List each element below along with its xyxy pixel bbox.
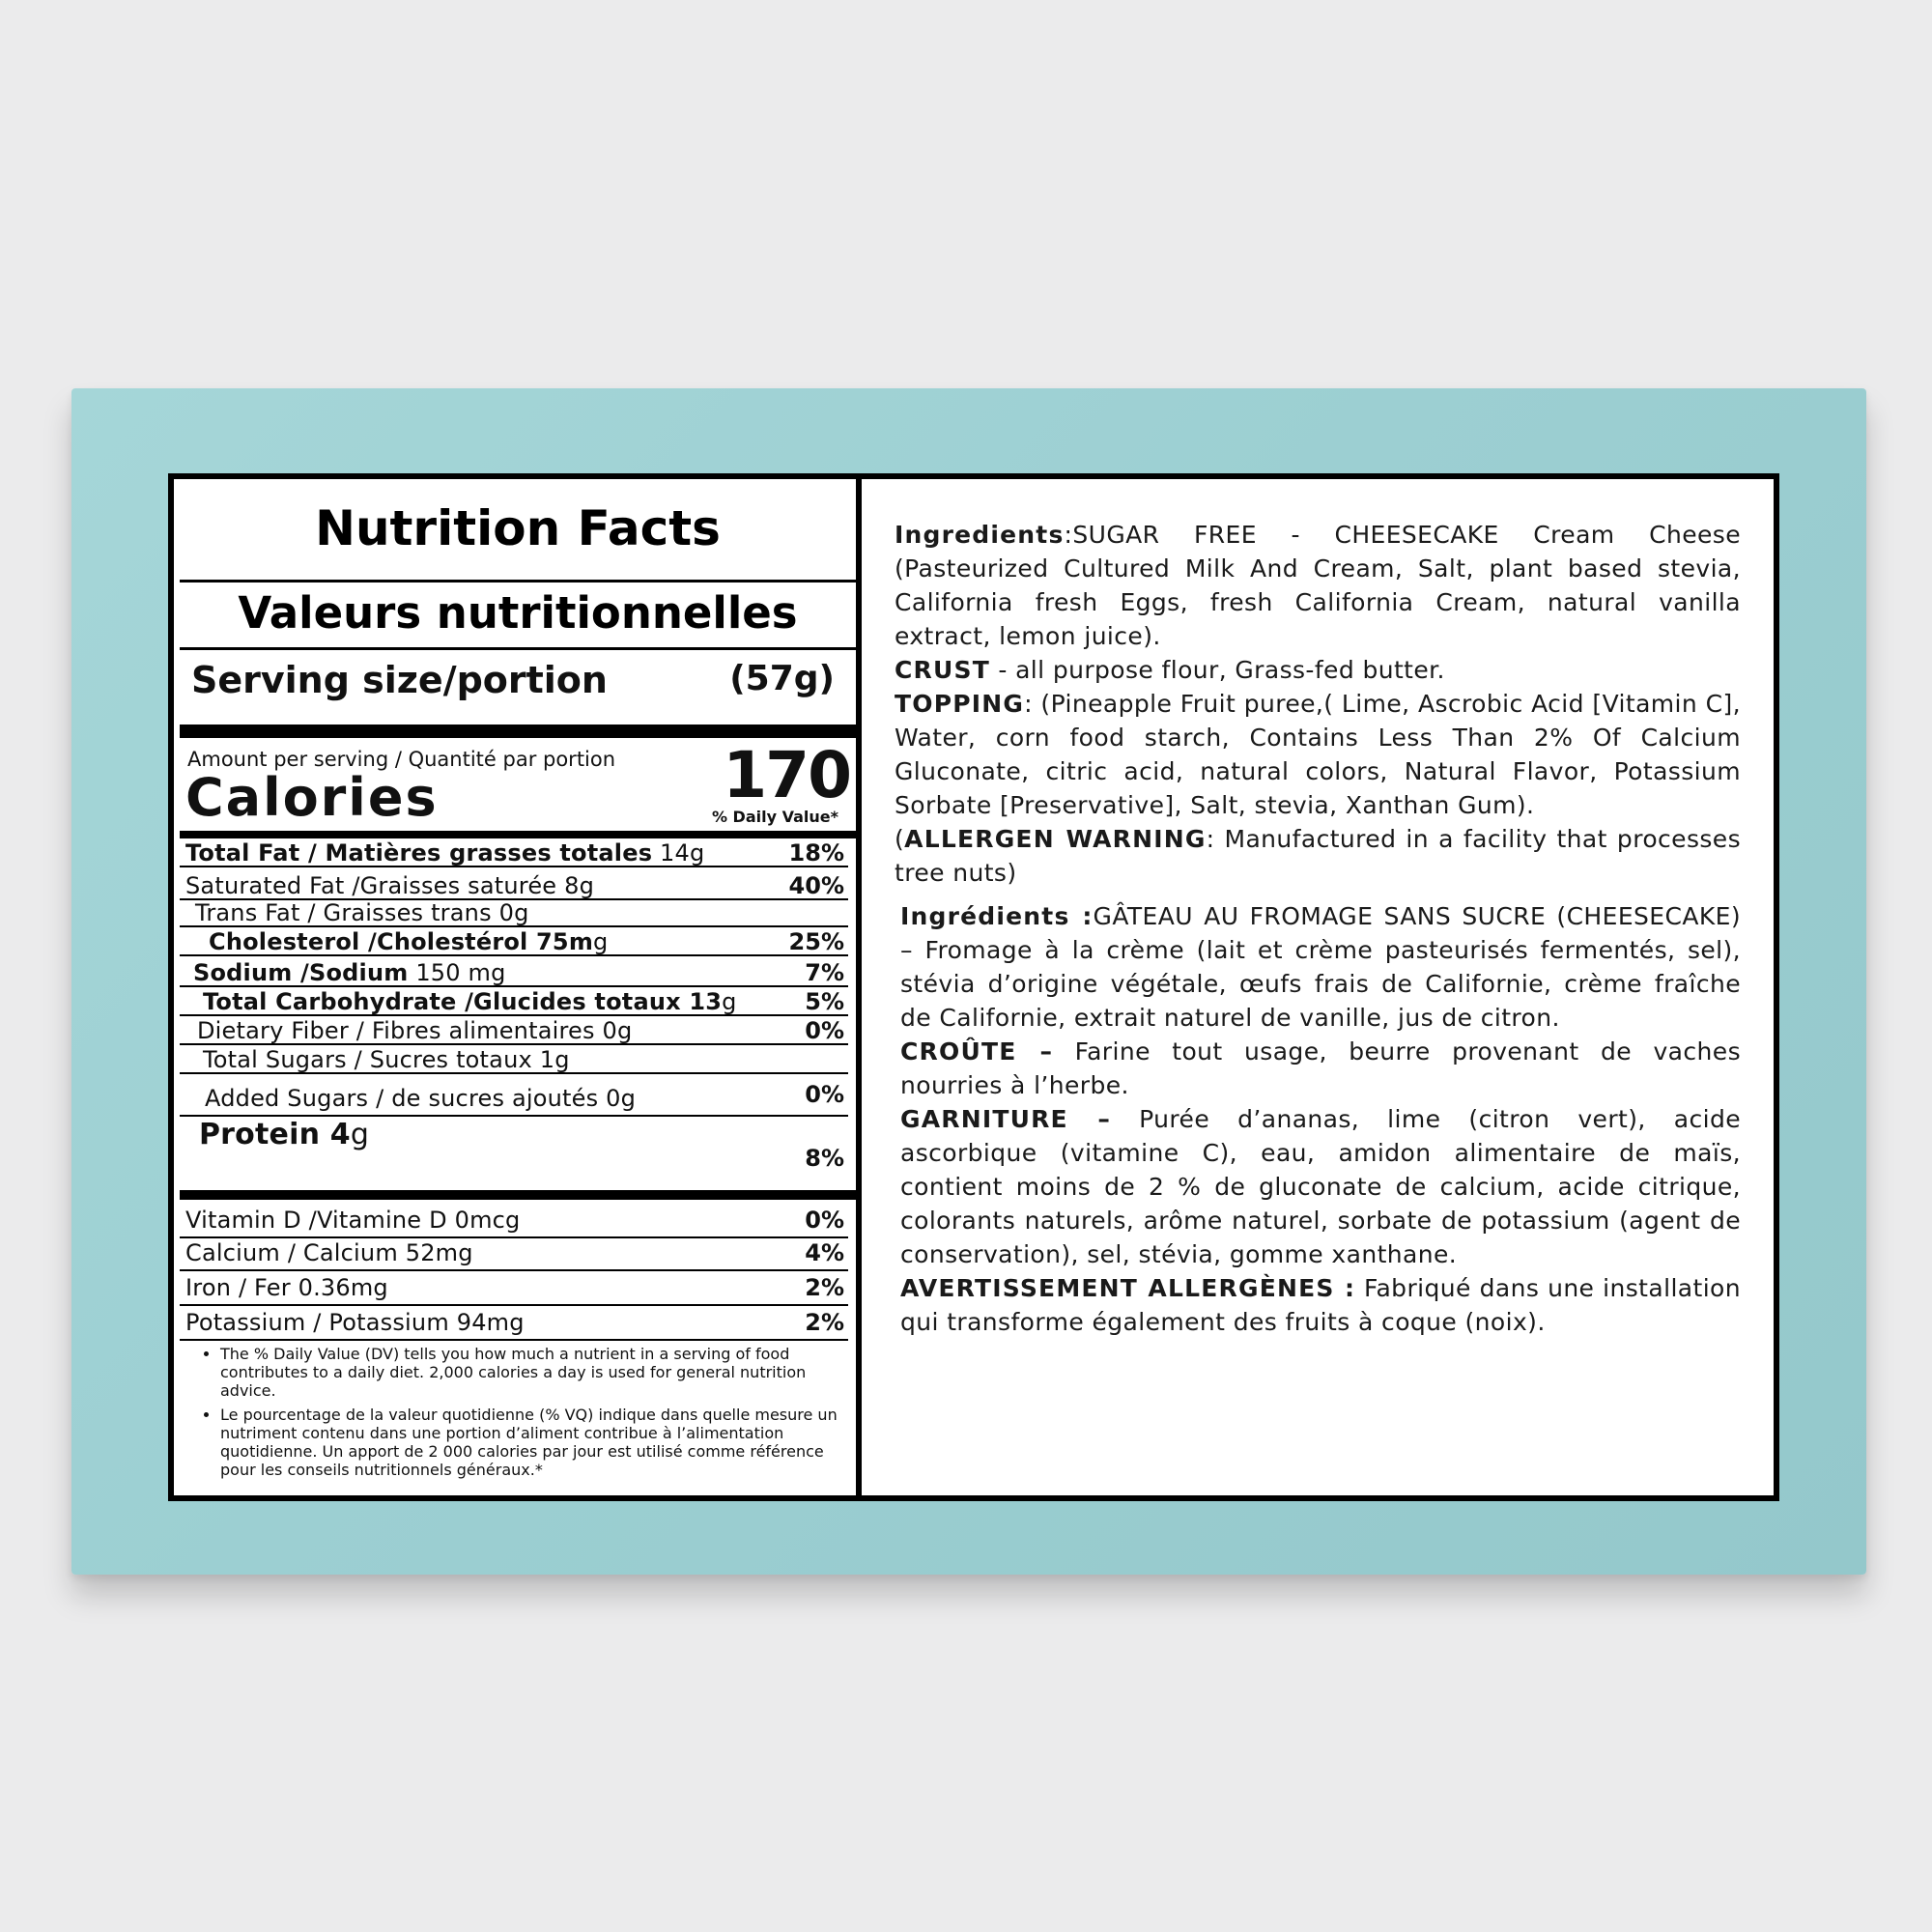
nutrition-title-fr: Valeurs nutritionnelles (238, 587, 798, 639)
nutrient-row (180, 838, 848, 867)
crust-en: CRUST - all purpose flour, Grass-fed butter. (895, 656, 1445, 684)
nutrient-daily-value: 7% (805, 959, 844, 986)
vitamin-daily-value: 0% (805, 1207, 844, 1234)
nutrient-name: Sodium /Sodium 150 mg (193, 959, 506, 986)
vitamin-name: Vitamin D /Vitamine D 0mcg (185, 1207, 521, 1234)
ingredients-fr: Ingrédients :GÂTEAU AU FROMAGE SANS SUCRE (CHEESECAKE) – Fromage à la crème (lait et crème pasteurisés fermentés, sel), stévia d’origine végétale, œufs frais de Californie, crème fraîche de Californie, extrait naturel de vanille, jus de citron. (900, 902, 1741, 1032)
calories-label: Calories (185, 767, 439, 828)
nutrient-row (180, 987, 848, 1016)
nutrient-daily-value: 8% (805, 1145, 844, 1172)
nutrient-row (180, 1045, 848, 1074)
nutrient-row (180, 1016, 848, 1045)
allergen-fr: AVERTISSEMENT ALLERGÈNES : Fabriqué dans une installation qui transforme également des fruits à coque (noix). (900, 1274, 1741, 1336)
vitamin-row (180, 1238, 848, 1271)
nutrient-daily-value: 25% (788, 928, 844, 955)
thick-divider (180, 1190, 856, 1200)
nutrient-row (180, 1078, 848, 1117)
vitamin-daily-value: 2% (805, 1309, 844, 1336)
footnote-en: • The % Daily Value (DV) tells you how much a nutrient in a serving of food contributes to a daily diet. 2,000 calories a day is used for general nutrition advice. (220, 1345, 840, 1400)
nutrition-facts-panel (174, 479, 862, 1495)
nutrient-name: Dietary Fiber / Fibres alimentaires 0g (197, 1017, 633, 1044)
topping-en: TOPPING: (Pineapple Fruit puree,( Lime, Ascrobic Acid [Vitamin C], Water, corn food starch, Contains Less Than 2% Of Calcium Gluconate, citric acid, natural colors, Natural Flavor, Potassium Sorbate [Preservative], Salt, stevia, Xanthan Gum). (895, 690, 1741, 819)
divider (180, 647, 856, 650)
vitamin-name: Calcium / Calcium 52mg (185, 1239, 473, 1266)
nutrient-row (180, 871, 848, 900)
nutrient-row (180, 1119, 848, 1180)
nutrient-name: Added Sugars / de sucres ajoutés 0g (205, 1085, 637, 1112)
serving-size-value: (57g) (729, 659, 835, 698)
nutrient-name: Cholesterol /Cholestérol 75mg (209, 928, 609, 955)
nutrient-row (180, 927, 848, 956)
nutrient-name: Total Carbohydrate /Glucides totaux 13g (203, 988, 737, 1015)
nutrient-daily-value: 0% (805, 1017, 844, 1044)
thick-divider (180, 724, 856, 738)
amount-per-serving: Amount per serving / Quantité par portion (187, 748, 616, 771)
vitamin-row (180, 1206, 848, 1238)
vitamin-row (180, 1308, 848, 1341)
crust-fr: CROÛTE – Farine tout usage, beurre provenant de vaches nourries à l’herbe. (900, 1037, 1741, 1099)
serving-size-label: Serving size/portion (191, 659, 608, 701)
ingredients-panel (895, 518, 1741, 1339)
daily-value-header: % Daily Value* (711, 808, 838, 826)
nutrient-name: Saturated Fat /Graisses saturée 8g (185, 872, 594, 899)
nutrient-daily-value: 18% (788, 839, 844, 867)
nutrient-daily-value: 5% (805, 988, 844, 1015)
footnotes (203, 1345, 840, 1485)
calories-value: 170 (723, 738, 850, 812)
vitamin-name: Potassium / Potassium 94mg (185, 1309, 525, 1336)
nutrient-daily-value: 0% (805, 1081, 844, 1108)
footnote-fr: • Le pourcentage de la valeur quotidienne (% VQ) indique dans quelle mesure un nutriment contenu dans une portion d’aliment contribue à l’alimentation quotidienne. Un apport de 2 000 calories par jour est utilisé comme référence pour les conseils nutritionnels généraux.* (220, 1406, 840, 1479)
nutrient-name: Trans Fat / Graisses trans 0g (195, 899, 529, 926)
thick-divider (180, 831, 856, 838)
divider (180, 580, 856, 582)
allergen-en: (ALLERGEN WARNING: Manufactured in a facility that processes tree nuts) (895, 825, 1742, 887)
vitamin-daily-value: 4% (805, 1239, 844, 1266)
vitamin-name: Iron / Fer 0.36mg (185, 1274, 388, 1301)
nutrient-name: Total Sugars / Sucres totaux 1g (203, 1046, 570, 1073)
package-label (168, 473, 1779, 1501)
nutrient-name: Protein 4g (199, 1118, 370, 1151)
nutrient-daily-value: 40% (788, 872, 844, 899)
nutrient-row (180, 898, 848, 927)
nutrition-title-en: Nutrition Facts (315, 500, 721, 556)
ingredients-en: Ingredients:SUGAR FREE - CHEESECAKE Cream Cheese (Pasteurized Cultured Milk And Cream, Salt, plant based stevia, California fresh Eggs, fresh California Cream, natural vanilla extract, lemon juice). (895, 521, 1741, 650)
topping-fr: GARNITURE – Purée d’ananas, lime (citron vert), acide ascorbique (vitamine C), eau, amidon alimentaire de maïs, contient moins de 2 % de gluconate de calcium, acide citrique, colorants naturels, arôme naturel, sorbate de potassium (agent de conservation), sel, stévia, gomme xanthane. (900, 1105, 1741, 1268)
nutrient-row (180, 958, 848, 987)
vitamin-row (180, 1273, 848, 1306)
vitamin-daily-value: 2% (805, 1274, 844, 1301)
nutrient-name: Total Fat / Matières grasses totales 14g (185, 839, 705, 867)
